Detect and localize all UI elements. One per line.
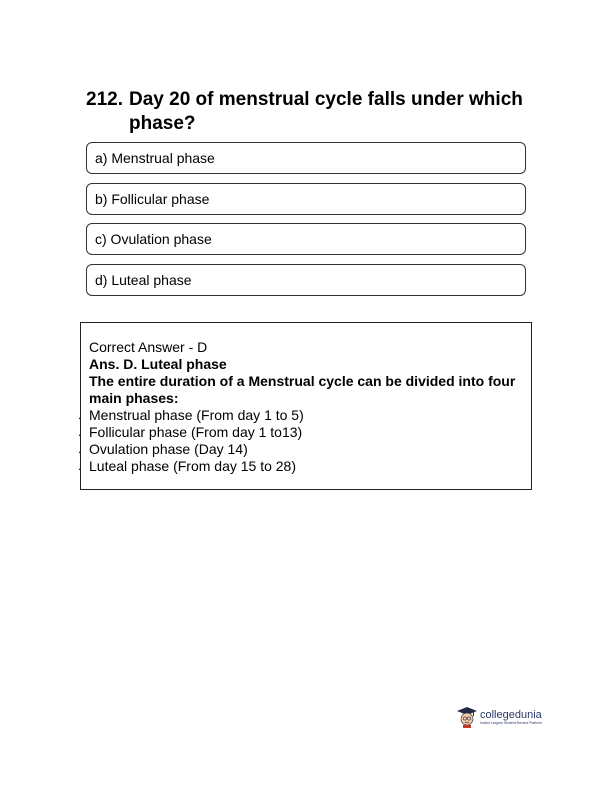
phase-label: Luteal phase (From day 15 to 28)	[89, 458, 297, 474]
phase-item	[78, 424, 523, 441]
option-b-label: b) Follicular phase	[95, 190, 210, 207]
bullet-icon: .	[78, 442, 82, 456]
option-a[interactable]	[86, 142, 526, 174]
phase-item	[78, 407, 523, 424]
phase-label: Ovulation phase (Day 14)	[89, 441, 248, 457]
phase-item	[78, 441, 523, 458]
phase-label: Follicular phase (From day 1 to13)	[89, 424, 303, 440]
question-text: Day 20 of menstrual cycle falls under which phase?	[129, 89, 523, 134]
logo-tagline: India's Largest Student Review Platform	[480, 720, 543, 725]
option-a-label: a) Menstrual phase	[95, 150, 215, 166]
question-number: 212.	[86, 89, 123, 110]
graduate-mascot-icon	[456, 706, 478, 728]
option-d[interactable]	[86, 264, 526, 296]
phase-item	[78, 458, 523, 475]
collegedunia-logo	[456, 706, 542, 728]
phase-list	[78, 407, 523, 475]
logo-name: collegedunia	[480, 708, 542, 721]
question-heading	[86, 88, 526, 136]
option-c[interactable]	[86, 223, 526, 255]
correct-answer-text: Correct Answer - D	[89, 339, 208, 355]
options-list	[86, 142, 526, 304]
answer-box	[80, 322, 532, 490]
bullet-icon: .	[78, 408, 82, 422]
bullet-icon: .	[78, 425, 82, 439]
answer-heading: Ans. D. Luteal phase	[89, 356, 227, 372]
phase-label: Menstrual phase (From day 1 to 5)	[89, 407, 304, 423]
bullet-icon: .	[78, 459, 82, 473]
option-c-label: c) Ovulation phase	[95, 231, 212, 247]
answer-explanation: The entire duration of a Menstrual cycle can be divided into four main phases:	[89, 373, 516, 406]
option-b[interactable]	[86, 183, 526, 215]
option-d-label: d) Luteal phase	[95, 271, 192, 288]
